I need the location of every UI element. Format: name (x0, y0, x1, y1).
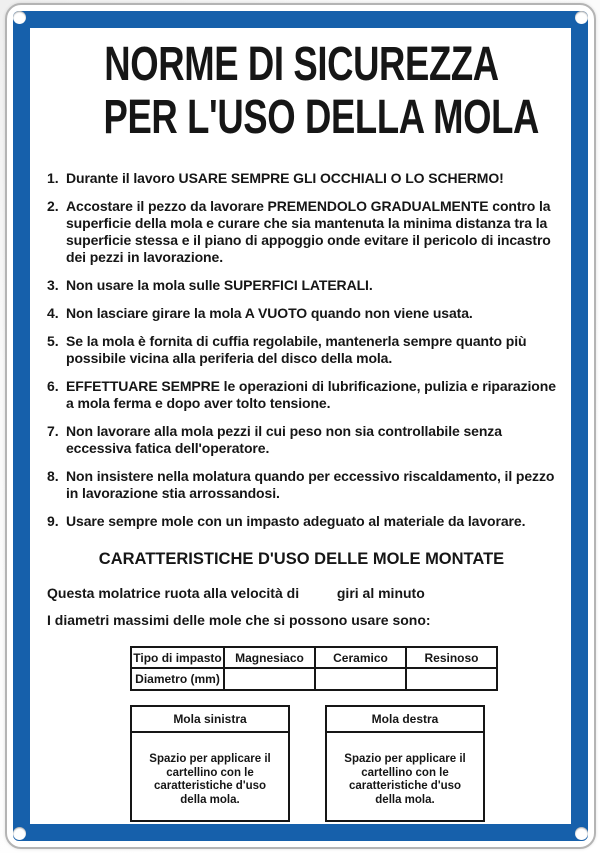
sign-title (41, 38, 562, 144)
mola-box-body-line: Spazio per applicare il (149, 753, 271, 765)
rule-text: Non lasciare girare la mola A VUOTO quando non viene usata. (66, 305, 473, 321)
table-header-resinoso: Resinoso (406, 647, 497, 668)
rule-item-2 (47, 198, 562, 266)
mola-box-right-body (327, 733, 483, 807)
table-value-row (131, 668, 497, 690)
rule-number: 8. (47, 468, 59, 484)
screw-hole-bottom-left (13, 827, 26, 840)
rule-number: 2. (47, 198, 59, 214)
mola-box-body-line: caratteristiche d'uso (348, 780, 462, 792)
speed-suffix: giri al minuto (336, 585, 425, 601)
rule-text: Accostare il pezzo da lavorare PREMENDOLO GRADUALMENTE contro la superficie della mola e curare che sia mantenuta la minima distanza tra la superficie stessa e il piano di appoggio onde evitare il pericolo di incastro dei pezzi in lavorazione. (66, 198, 551, 265)
screw-hole-top-right (575, 11, 588, 24)
rule-text: Usare sempre mole con un impasto adeguato al materiale da lavorare. (66, 513, 526, 529)
table-header-magnesiaco: Magnesiaco (224, 647, 315, 668)
rule-number: 3. (47, 277, 59, 293)
mola-box-body-line: caratteristiche d'uso (153, 780, 267, 792)
rule-item-6 (47, 378, 562, 412)
rule-text: EFFETTUARE SEMPRE le operazioni di lubrificazione, pulizia e riparazione a mola ferma e dopo aver tolto tensione. (66, 378, 556, 411)
rule-text: Non insistere nella molatura quando per eccessivo riscaldamento, il pezzo in lavorazione stia arrossandosi. (66, 468, 555, 501)
mola-box-body-line: Spazio per applicare il (344, 753, 466, 765)
mola-box-right-title: Mola destra (327, 707, 483, 733)
sign-plate (5, 3, 596, 849)
rule-item-5 (47, 333, 562, 367)
rule-number: 4. (47, 305, 59, 321)
rule-text: Non lavorare alla mola pezzi il cui peso non sia controllabile senza eccessiva fatica dell'operatore. (66, 423, 502, 456)
rule-number: 7. (47, 423, 59, 439)
table-row-label: Diametro (mm) (131, 668, 224, 690)
mola-box-body-line: della mola. (180, 793, 240, 806)
table-value-cell-magnesiaco (224, 668, 315, 690)
mola-box-body-line: cartellino con le (361, 766, 449, 779)
rule-text: Durante il lavoro USARE SEMPRE GLI OCCHIALI O LO SCHERMO! (66, 170, 504, 186)
rule-item-1 (47, 170, 562, 187)
mola-box-left-title: Mola sinistra (132, 707, 288, 733)
rule-item-7 (47, 423, 562, 457)
rule-number: 9. (47, 513, 59, 529)
rule-item-9 (47, 513, 562, 530)
speed-prefix: Questa molatrice ruota alla velocità di (47, 585, 300, 601)
mola-box-right (325, 705, 485, 822)
table-value-cell-ceramico (315, 668, 406, 690)
screw-hole-top-left (13, 11, 26, 24)
mola-boxes (130, 705, 562, 822)
diameters-intro: I diametri massimi delle mole che si possono usare sono: (47, 612, 431, 628)
mola-box-body-line: della mola. (375, 793, 435, 806)
rule-text: Se la mola è fornita di cuffia regolabile, mantenerla sempre quanto più possibile vicina alla periferia del disco della mola. (66, 333, 527, 366)
rule-item-8 (47, 468, 562, 502)
rule-text: Non usare la mola sulle SUPERFICI LATERALI. (66, 277, 373, 293)
table-value-cell-resinoso (406, 668, 497, 690)
impasto-table (130, 646, 498, 691)
mola-box-body-line: cartellino con le (166, 766, 254, 779)
rule-number: 1. (47, 170, 59, 186)
table-header-row (131, 647, 497, 668)
rule-item-4 (47, 305, 562, 322)
rule-number: 6. (47, 378, 59, 394)
rule-item-3 (47, 277, 562, 294)
rules-list (41, 170, 562, 530)
sign-title-line2: PER L'USO DELLA MOLA (103, 91, 539, 144)
rule-number: 5. (47, 333, 59, 349)
table-header-ceramico: Ceramico (315, 647, 406, 668)
mola-box-left (130, 705, 290, 822)
sign-title-line1: NORME DI SICUREZZA (104, 38, 499, 91)
sign-content (41, 38, 562, 822)
speed-line (41, 585, 562, 602)
section-heading: CARATTERISTICHE D'USO DELLE MOLE MONTATE (98, 550, 505, 568)
table-header-tipo: Tipo di impasto (131, 647, 224, 668)
screw-hole-bottom-right (575, 827, 588, 840)
mola-box-left-body (132, 733, 288, 807)
